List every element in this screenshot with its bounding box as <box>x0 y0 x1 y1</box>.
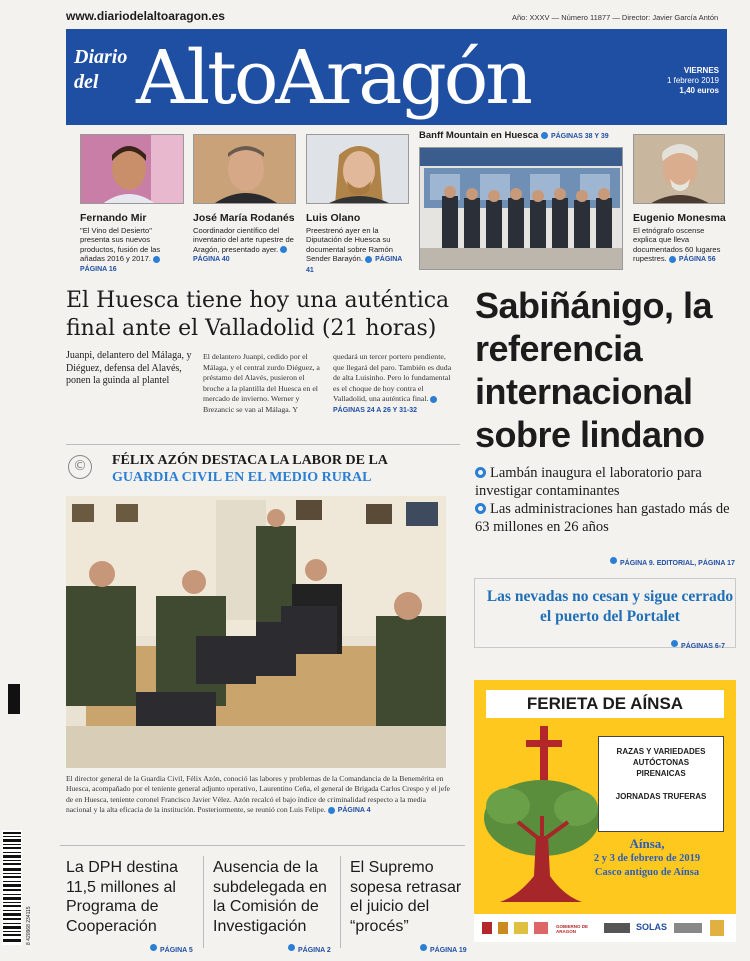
sponsor-logo <box>710 920 724 936</box>
teaser-name: Luis Olano <box>306 212 361 224</box>
huesca-intro: Juanpi, delantero del Málaga, y Diéguez, defensa del Alavés, ponen la guinda al plantel <box>66 350 192 387</box>
barcode-number: 8 420968 234115 <box>26 906 32 945</box>
page-ref[interactable]: PÁGINA 5 <box>160 947 193 954</box>
page-ref[interactable]: PÁGINAS 24 A 26 Y 31-32 <box>333 406 418 414</box>
masthead-title: AltoAragón <box>136 35 530 121</box>
headline-huesca[interactable]: El Huesca tiene hoy una auténtica final ante el Valladolid (21 horas) <box>66 288 450 341</box>
sponsor-logo <box>534 922 548 934</box>
sabi-sub1: Lambán inaugura el laboratorio para investigar contaminantes <box>475 465 702 499</box>
bullet-ring-icon <box>475 503 486 514</box>
portrait-image <box>634 135 725 204</box>
page-ref[interactable]: PÁGINA 9. EDITORIAL, PÁGINA 17 <box>620 560 735 567</box>
nevadas-box[interactable] <box>474 578 736 648</box>
brief-subdelegada[interactable]: Ausencia de la subdelegada en la Comisión de Investigación <box>213 859 327 935</box>
bullet-icon <box>610 557 617 564</box>
huesca-body-col2: quedará un tercer portero pendiente, que llegará del paro. También es duda de alta Luisinho. Pero lo fundamental es el choque de hoy contra el Valladolid, una auténtica final. PÁGINAS 24 A 26 Y 31-32 <box>333 352 452 414</box>
bullet-icon <box>430 396 437 403</box>
sponsor-logo-gobierno: GOBIERNO DE ARAGON <box>556 924 589 934</box>
guardia-caption: El director general de la Guardia Civil, Félix Azón, conoció las labores y problemas de la Comandancia de la Benemérita en Huesca, acompañado por el teniente general adjunto operativo, Laurentino Ceña, el general de Brigada Carlos Crespo y el jefe de en Huesca, teniente coronel Francisco Javier Vélez. Azón recalcó el bajo índice de criminalidad respecto a la media nacional y la alta eficacia de la institución. Posteriormente, se reunió con Luis Felipe. PÁGINA 4 <box>66 774 450 815</box>
site-url[interactable]: www.diariodelaltoaragon.es <box>66 9 225 23</box>
bullet-ring-icon <box>475 467 486 478</box>
sponsor-logo <box>498 922 508 934</box>
brief-supremo[interactable]: El Supremo sopesa retrasar el juicio del “procés” <box>350 859 462 935</box>
teaser-name: Eugenio Monesma <box>633 212 726 224</box>
guardia-photo[interactable] <box>66 496 446 768</box>
guardia-kicker[interactable] <box>112 452 457 486</box>
page-ref[interactable]: PÁGINA 56 <box>678 256 716 264</box>
masthead-date <box>667 66 719 96</box>
ad-info-line: RAZAS Y VARIEDADES <box>616 747 706 756</box>
ad-dates: 2 y 3 de febrero de 2019 <box>593 853 701 864</box>
column-rule <box>203 856 204 948</box>
bullet-icon <box>153 256 160 263</box>
guardia-kicker-line2: GUARDIA CIVIL EN EL MEDIO RURAL <box>112 470 372 485</box>
barcode <box>2 830 30 945</box>
teaser-text: El etnógrafo oscense explica que lleva documentados 60 lugares rupestres. PÁGINA 56 <box>633 226 721 264</box>
date-label: 1 febrero 2019 <box>666 76 719 85</box>
sponsor-logo <box>514 922 528 934</box>
portrait-image <box>194 135 296 204</box>
divider-line <box>66 444 460 445</box>
feria-advert[interactable] <box>474 680 736 942</box>
teaser-photo-fernando-mir[interactable] <box>80 134 184 204</box>
sponsor-logo <box>674 923 702 933</box>
bullet-icon <box>280 246 287 253</box>
page-ref[interactable]: PÁGINA 4 <box>337 807 371 815</box>
nevadas-headline: Las nevadas no cesan y sigue cerrado el puerto del Portalet <box>486 588 734 625</box>
page-ref[interactable]: PÁGINA 19 <box>430 947 467 954</box>
barcode-image <box>2 830 22 945</box>
sponsor-logo-solas: SOLAS <box>636 922 668 932</box>
teaser-text: "El Vino del Desierto" presenta sus nuevos productos, fusión de las añadas 2016 y 2017. PÁGINA 16 <box>80 226 161 273</box>
teaser-text: Preestrenó ayer en la Diputación de Huesca su documental sobre Ramón Sender Barayón. PÁGINA 41 <box>306 226 403 274</box>
portrait-image <box>81 135 184 204</box>
bullet-icon <box>669 256 676 263</box>
masthead <box>66 29 727 125</box>
group-photo-image <box>420 148 623 270</box>
teaser-name: Fernando Mir <box>80 212 147 224</box>
ad-place: Casco antiguo de Aínsa <box>594 867 700 878</box>
masthead-del: del <box>74 71 99 93</box>
page-ref[interactable]: PÁGINA 41 <box>306 256 403 274</box>
ad-footer <box>562 835 732 880</box>
teaser-photo-luis-olano[interactable] <box>306 134 409 204</box>
copyright-icon: © <box>68 455 92 479</box>
guardia-kicker-line1: FÉLIX AZÓN DESTACA LA LABOR DE LA <box>112 453 388 468</box>
banff-title: Banff Mountain en Huesca PÁGINAS 38 Y 39 <box>419 130 609 141</box>
headline-sabinanigo[interactable]: Sabiñánigo, la referencia internacional sobre lindano <box>475 285 713 455</box>
page-ref[interactable]: PÁGINA 40 <box>193 256 230 264</box>
bullet-icon <box>150 944 157 951</box>
price-label: 1,40 euros <box>679 86 719 95</box>
bullet-icon <box>328 807 335 814</box>
bullet-icon <box>420 944 427 951</box>
brief-supremo-page <box>420 937 467 956</box>
column-rule <box>340 856 341 948</box>
sponsor-logo <box>604 923 630 933</box>
bullet-icon <box>365 256 372 263</box>
ad-info-line: JORNADAS TRUFERAS <box>615 792 707 801</box>
ad-sponsor-logos <box>474 914 736 942</box>
bullet-icon <box>541 132 548 139</box>
ad-info-box <box>598 736 724 832</box>
teaser-photo-eugenio-monesma[interactable] <box>633 134 725 204</box>
ad-title: FERIETA DE AÍNSA <box>486 690 724 718</box>
sabi-sub2: Las administraciones han gastado más de 63 millones en 26 años <box>475 501 730 535</box>
divider-line <box>60 845 465 846</box>
ad-info-line: AUTÓCTONAS <box>632 758 690 767</box>
sponsor-logo <box>482 922 492 934</box>
brief-subdelegada-page <box>288 937 331 956</box>
bullet-icon <box>671 640 678 647</box>
brief-dph-page <box>150 937 193 956</box>
teaser-text: Coordinador científico del inventario del arte rupestre de Aragón, presentado ayer. PÁGINA 40 <box>193 226 294 264</box>
nevadas-pages <box>671 633 725 652</box>
meeting-photo-image <box>66 496 446 768</box>
page-ref[interactable]: PÁGINAS 38 Y 39 <box>550 133 609 140</box>
day-label: VIERNES <box>683 66 719 75</box>
page-ref[interactable]: PÁGINAS 6-7 <box>681 643 725 650</box>
masthead-diario: Diario <box>74 46 128 68</box>
page-ref[interactable]: PÁGINA 16 <box>80 265 117 273</box>
teaser-photo-jose-maria-rodanes[interactable] <box>193 134 296 204</box>
sabi-pages[interactable] <box>610 550 735 569</box>
huesca-body-col1: El delantero Juanpi, cedido por el Málaga, y el central zurdo Diéguez, a préstamo del Alavés, pusieron el broche a la plantilla del Huesca en el mercado de invierno. Werner y Brezancic se van al Málaga. Y <box>203 352 320 414</box>
ad-info-line: PIRENAICAS <box>636 769 686 778</box>
portrait-image <box>307 135 409 204</box>
registration-mark <box>8 684 20 714</box>
banff-photo[interactable] <box>419 147 623 270</box>
issue-meta: Año: XXXV — Número 11877 — Director: Javier García Antón <box>512 13 719 22</box>
bullet-icon <box>288 944 295 951</box>
ad-town: Aínsa, <box>629 836 665 851</box>
teaser-name: José María Rodanés <box>193 212 295 224</box>
tree-cross-illustration <box>478 726 602 912</box>
page-ref[interactable]: PÁGINA 2 <box>298 947 331 954</box>
brief-dph[interactable]: La DPH destina 11,5 millones al Programa de Cooperación <box>66 859 179 935</box>
